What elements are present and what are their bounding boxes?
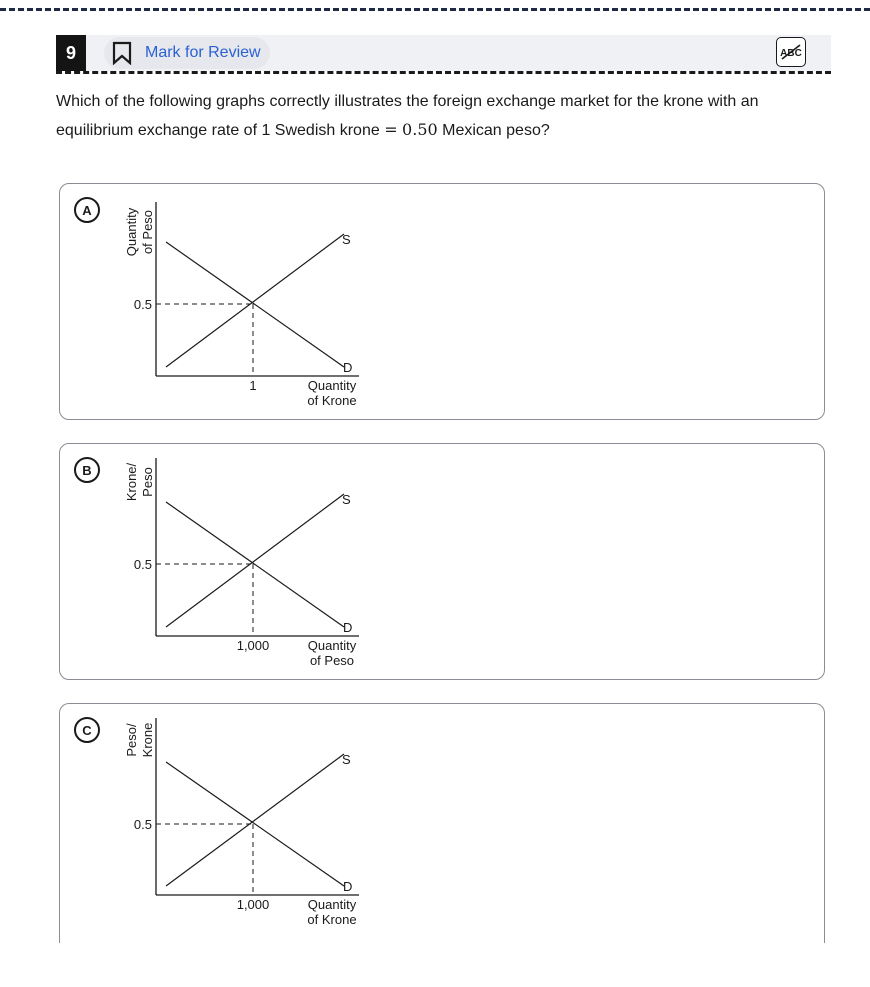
question-text — [56, 88, 816, 145]
x-axis-label-line2: of Krone — [307, 912, 357, 927]
supply-label: S — [342, 492, 351, 507]
y-axis-label-line2: of Peso — [140, 209, 155, 255]
question-text-end: Mexican peso? — [437, 122, 550, 139]
x-axis-label-line1: Quantity — [307, 638, 357, 653]
supply-label: S — [342, 752, 351, 767]
abc-strikethrough-icon — [779, 42, 803, 62]
demand-label: D — [343, 360, 353, 375]
supply-curve — [166, 234, 344, 367]
question-equals: = — [384, 120, 398, 139]
mark-for-review-label: Mark for Review — [145, 44, 261, 61]
x-tick-label: 1,000 — [236, 897, 270, 912]
y-tick-label: 0.5 — [133, 557, 152, 572]
x-axis-label-line1: Quantity — [307, 378, 357, 393]
x-tick-label: 1 — [249, 378, 257, 393]
x-axis-label-line2: of Peso — [309, 653, 355, 668]
graph-c — [60, 704, 380, 939]
x-axis-label-line2: of Krone — [307, 393, 357, 408]
x-axis-label-line1: Quantity — [307, 897, 357, 912]
answer-eliminator-button[interactable] — [776, 37, 806, 67]
header-divider — [56, 71, 831, 74]
supply-curve — [166, 494, 344, 627]
x-tick-label: 1,000 — [236, 638, 270, 653]
answer-choice-b[interactable] — [59, 443, 825, 680]
y-axis-label-line1: Krone/ — [124, 462, 139, 502]
choice-letter-b: B — [74, 457, 100, 483]
y-axis-label-line2: Peso — [140, 467, 155, 497]
graph-a — [60, 184, 380, 419]
graph-b — [60, 444, 380, 679]
question-text-start: Which of the following graphs correctly illustrates the foreign exchange market for the krone with an equilibrium exchange rate of 1 Swedish krone — [56, 93, 759, 139]
supply-curve — [166, 754, 344, 886]
answer-choice-c[interactable] — [59, 703, 825, 943]
demand-label: D — [343, 879, 353, 894]
y-tick-label: 0.5 — [133, 817, 152, 832]
bookmark-icon — [111, 41, 133, 65]
top-dashed-border — [0, 8, 870, 11]
choice-letter-a: A — [74, 197, 100, 223]
svg-text:ABC: ABC — [780, 48, 802, 59]
question-value: 0.50 — [402, 120, 438, 139]
demand-label: D — [343, 620, 353, 635]
choice-letter-c: C — [74, 717, 100, 743]
y-axis-label-line2: Krone — [140, 722, 155, 758]
y-axis-label-line1: Peso/ — [124, 723, 139, 757]
y-tick-label: 0.5 — [133, 297, 152, 312]
y-axis-label-line1: Quantity — [124, 207, 139, 257]
question-number: 9 — [56, 35, 86, 71]
mark-for-review-button[interactable] — [104, 37, 270, 69]
supply-label: S — [342, 232, 351, 247]
answer-choice-a[interactable] — [59, 183, 825, 420]
